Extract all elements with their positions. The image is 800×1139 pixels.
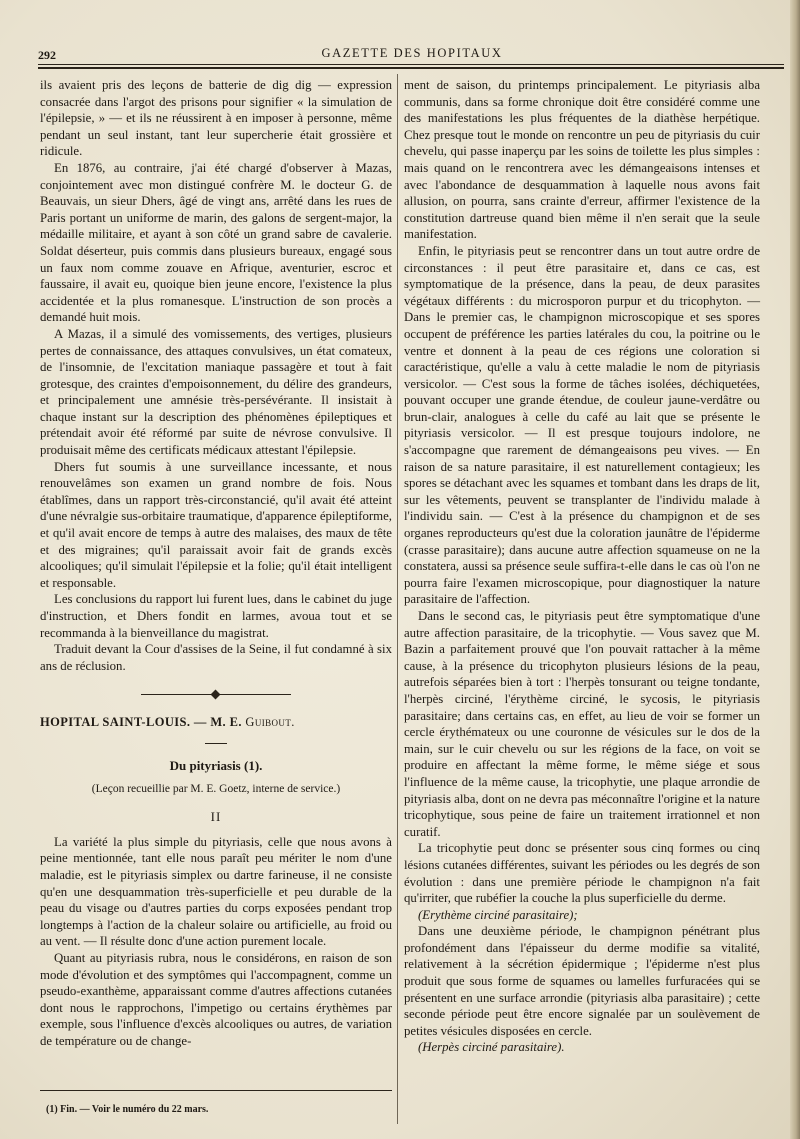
left-column [40, 77, 392, 1049]
paragraph: Dhers fut soumis à une surveillance incessante, et nous renouvelâmes son examen un grand nombre de fois. Nous établîmes, dans un rapport très-circonstancié, qu'il avait été atteint d'une névralgie sus-orbitaire traumatique, d'apparence épileptiforme, et qu'il avait encore de temps à autre des malaises, des maux de tête et des migraines; qu'il paraissait avoir fait de grands excès alcooliques; qu'il simulait l'épilepsie et la folie; qu'il était intelligent et responsable. [40, 459, 392, 590]
paragraph: Traduit devant la Cour d'assises de la Seine, il fut condamné à six ans de réclusion. [40, 642, 392, 673]
paragraph: Dans le second cas, le pityriasis peut être symptomatique d'une autre affection parasitaire, de la tricophytie. — Vous savez que M. Bazin a parfaitement prouvé que l'on pouvait rattacher à la même cause, à la présence du tricophyton plusieurs lésions de la peau, autrefois séparées bien à tort : l'herpès tonsurant ou teigne tondante, l'herpès circiné, l'érythème circiné, le sycosis, le pityriasis parasitaire; dans certains cas, en effet, au lieu de voir se former un cercle érythémateux ou une couronne de vésicules sur le dos de la main, sur le cuir chevelu ou sur les régions de la face, on voit se produire en affectant la même forme, le même siége et sous l'influence de la même cause, la tricophytie, une plaque arrondie de pityriasis alba, dont on ne devra pas méconnaître l'origine et la nature tricophytique, sous peine de faire un traitement irrationnel et non curatif. [404, 609, 760, 839]
article-subtitle: (Leçon recueillie par M. E. Goetz, interne de service.) [91, 782, 341, 795]
header-rule [38, 64, 784, 65]
paragraph: ils avaient pris des leçons de batterie de dig dig — expression consacrée dans l'argot des prisons pour signifier « la simulation de l'épilepsie, » — et ils ne réussirent à en imposer à personne, même pendant un seul instant, tant leur supercherie était grossière et ridicule. [40, 78, 392, 159]
page-edge-shadow [790, 0, 800, 1139]
section-title-text: HOPITAL SAINT-LOUIS. — M. E. [40, 715, 242, 730]
section-ornament [141, 692, 291, 698]
paragraph: Quant au pityriasis rubra, nous le considérons, en raison de son mode d'évolution et des symptômes qui l'accompagnent, comme un pseudo-exanthème, apparaissant comme d'autres affections cutanées dont nous le rapprochons, l'impetigo ou certains érythèmes par exemple, sous l'influence d'excès alcooliques ou autres, de variation de température ou de change- [40, 950, 392, 1048]
section-author: Guibout. [245, 715, 295, 730]
paragraph: La tricophytie peut donc se présenter sous cinq formes ou cinq lésions cutanées différentes, suivant les périodes ou les degrés de son évolution : dans une première période le champignon n'a fait qu'irriter, que rubéfier la couche la plus superficielle du derme. [404, 841, 760, 906]
ornament-diamond [211, 690, 221, 700]
part-number: II [210, 809, 222, 825]
journal-title: GAZETTE DES HOPITAUX [321, 46, 503, 60]
section-title [40, 714, 392, 731]
paragraph: En 1876, au contraire, j'ai été chargé d'observer à Mazas, conjointement avec mon distingué confrère M. le docteur G. de Beauvais, un sieur Dhers, âgé de vingt ans, arrêté dans les rues de Paris portant un uniforme de marin, des galons de sergent-major, la médaille militaire, et ayant à son côté un grand sabre de cavalerie. Soldat déserteur, puis commis dans plusieurs bureaux, engagé sous un faux nom comme zouave en Afrique, aventurier, escroc et faussaire, il avait eu, quoique bien jeune encore, l'existence la plus accidentée et la plus romanesque. L'instruction de son procès a demandé huit mois. [40, 160, 392, 325]
column-divider [397, 74, 398, 1124]
paragraph: A Mazas, il a simulé des vomissements, des vertiges, plusieurs pertes de connaissance, des attaques convulsives, un état comateux, de l'insomnie, de l'excitation maniaque passagère et tout à fait grotesque, des craintes d'empoisonnement, du délire des grandeurs, et principalement une amnésie très-persévérante. Il insistait à chaque instant sur la description des phénomènes épileptiques et prétendait avoir été réformé par suite de névrose convulsive. Il produisait même des certificats médicaux attestant l'épilepsie. [40, 326, 392, 458]
paragraph-italic: (Erythème circiné parasitaire); [418, 907, 578, 922]
page-number: 292 [38, 48, 56, 62]
footnote: (1) Fin. — Voir le numéro du 22 mars. [46, 1104, 209, 1115]
paragraph: Les conclusions du rapport lui furent lues, dans le cabinet du juge d'instruction, et Dhers fondit en larmes, avoua tout et se recommanda à la bienveillance du magistrat. [40, 592, 392, 640]
header-rule-thick [38, 67, 784, 69]
paragraph: ment de saison, du printemps principalement. Le pityriasis alba communis, dans sa forme chronique doit être considéré comme une des manifestations les plus fréquentes de la diathèse herpétique. Chez presque tout le monde on rencontre un peu de pityriasis du cuir chevelu, qui passe inaperçu par les soins de toilette les plus simples : mais quand on le rencontrera avec les démangeaisons intenses et avec l'abondance de desquammation à laquelle nous avons fait allusion, on pourra, sans crainte d'erreur, affirmer l'existence de la constitution dartreuse quand bien même il n'en serait que la seule manifestation. [404, 78, 760, 242]
paragraph-italic: (Herpès circiné parasitaire). [418, 1040, 565, 1055]
footnote-rule [40, 1090, 392, 1091]
article-title: Du pityriasis (1). [169, 757, 263, 773]
paragraph: Enfin, le pityriasis peut se rencontrer dans un tout autre ordre de circonstances : il peut être parasitaire et, dans ce cas, est symptomatique de la présence, dans la peau, de deux parasites végétaux différents : du microsporon purpur et du tricophyton. — Dans le premier cas, le champignon microscopique et ses spores occupent de préférence les parties latérales du cou, la poitrine ou le ventre et donnent à la peau de ces régions une coloration si caractéristique, qu'elle a valu à cette maladie le nom de pityriasis versicolor. — C'est sous la forme de tâches isolées, déchiquetées, pouvant occuper une grande étendue, de couleur jaune-verdâtre ou brun-clair, analogues à celle du café au lait que se présente le pityriasis versicolor. — Il est presque toujours indolore, ne s'accompagne que rarement de démangeaisons peu vives. — En raison de sa nature parasitaire, il est naturellement contagieux; les spores se détachant avec les squames et tombant dans les draps de lit, sur les vêtements, peuvent se transplanter de l'individu malade à l'individu sain. — C'est à la présence du champignon et de ses organes reproducteurs qu'est due la coloration jaunâtre de l'épiderme (crasse parasitaire); dans aucune autre affection squameuse on ne la constatera, aussi sa présence seule suffira-t-elle dans le cas où l'on ne pourra faire l'examen microscopique, pour diagnostiquer la nature parasitaire de l'affection. [404, 243, 760, 607]
paragraph: La variété la plus simple du pityriasis, celle que nous avons à peine mentionnée, tant elle nous paraît peu mériter le nom d'une maladie, est le pityriasis simplex ou dartre farineuse, il ne consiste qu'en une desquammation très-superficielle et peu durable de la peau du visage ou d'autres parties du corps exposées pendant trop longtemps à l'action de la chaleur solaire ou artificielle, au froid ou au vent. — Il résulte donc d'une action purement locale. [40, 834, 392, 949]
paragraph: Dans une deuxième période, le champignon pénétrant plus profondément dans l'épaisseur du derme modifie sa vitalité, relativement à la sécrétion épidermique ; l'épiderme n'est plus produit que sous forme de squames ou lamelles furfuracées qui se présentent en une surface arrondie (pityriasis alba parasitaire) ; cette seconde période peut être encore signalée par un soulèvement de petites vésicules disposées en cercle. [404, 924, 760, 1038]
page-header [38, 44, 786, 64]
short-rule [205, 743, 227, 744]
right-column [404, 77, 760, 1056]
